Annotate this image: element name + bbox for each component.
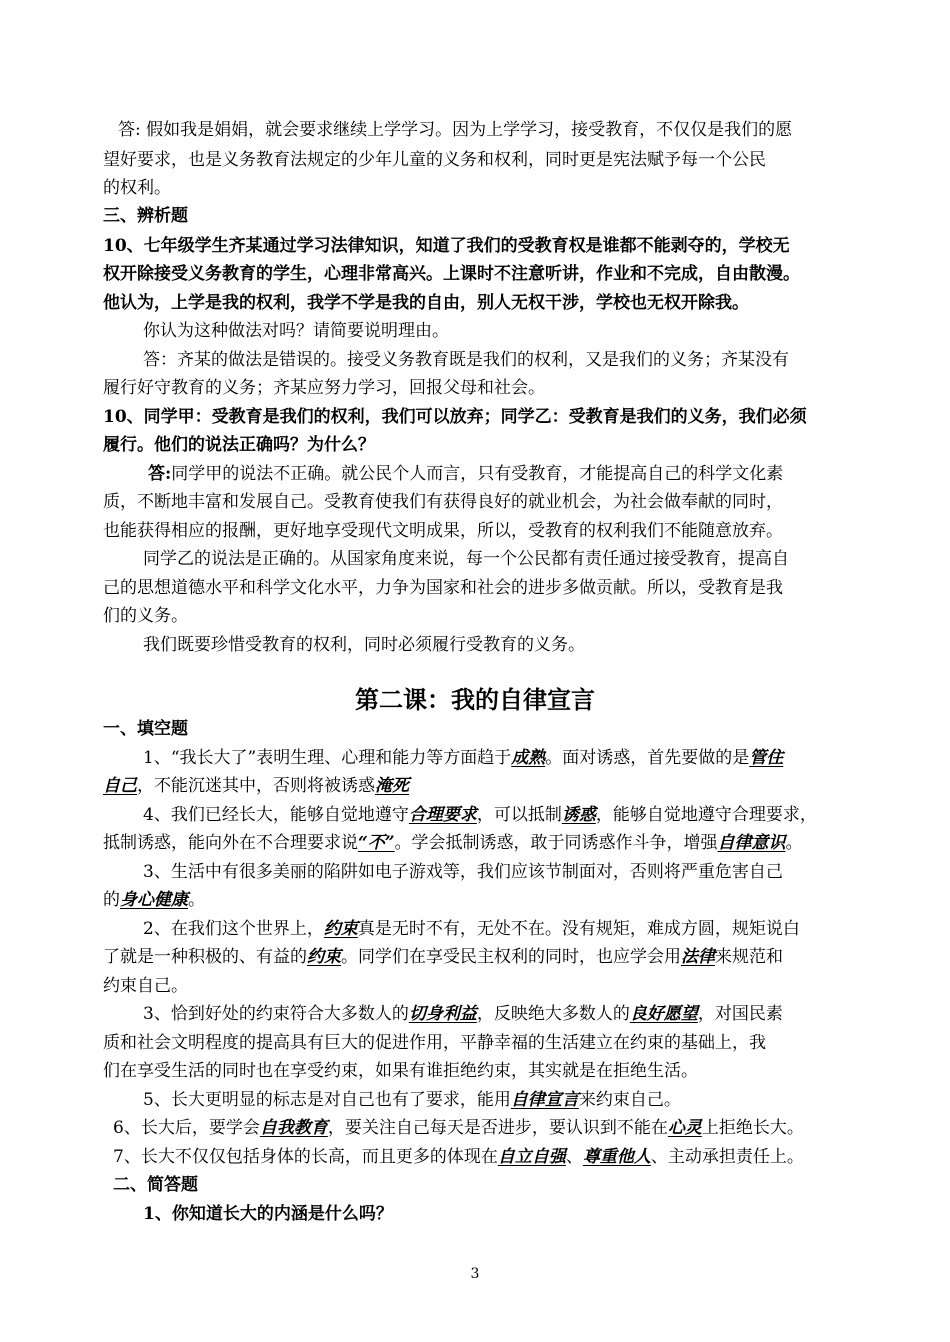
fill-line: 3、生活中有很多美丽的陷阱如电子游戏等，我们应该节制面对，否则将严重危害自己	[143, 862, 783, 882]
fill-answer: 约束	[323, 919, 358, 939]
question-line: 他认为，上学是我的权利，我学不学是我的自由，别人无权干涉，学校也无权开除我。	[103, 293, 749, 313]
fill-answer: 自立自强	[497, 1147, 566, 1167]
question-line: 你认为这种做法对吗？请简要说明理由。	[143, 321, 449, 341]
fill-answer: 法律	[681, 947, 715, 967]
fill-answer: 自律意识	[717, 833, 786, 853]
answer-line: 我们既要珍惜受教育的权利，同时必须履行受教育的义务。	[143, 635, 585, 655]
fill-answer: 合理要求	[408, 805, 477, 825]
fill-line: 3、恰到好处的约束符合大多数人的切身利益，反映绝大多数人的良好愿望，对国民素	[143, 1004, 783, 1024]
section-heading: 二、简答题	[113, 1175, 198, 1195]
fill-line: 约束自己。	[103, 976, 188, 996]
answer-line: 们的义务。	[103, 606, 188, 626]
answer-line: 同学乙的说法是正确的。从国家角度来说，每一个公民都有责任通过接受教育，提高自	[143, 549, 789, 569]
fill-line: 1、“我长大了”表明生理、心理和能力等方面趋于成熟。面对诱惑，首先要做的是管住	[143, 748, 784, 768]
answer-line: 己的思想道德水平和科学文化水平，力争为国家和社会的进步多做贡献。所以，受教育是我	[103, 578, 783, 598]
fill-answer: 良好愿望	[629, 1004, 698, 1024]
fill-line: 质和社会文明程度的提高具有巨大的促进作用，平静幸福的生活建立在约束的基础上，我	[103, 1033, 766, 1053]
fill-answer: 尊重他人	[582, 1147, 651, 1167]
section-heading: 三、辨析题	[103, 206, 188, 226]
question-line: 权开除接受义务教育的学生，心理非常高兴。上课时不注意听讲，作业和不完成，自由散漫。	[103, 264, 800, 284]
fill-answer: 管住	[749, 748, 784, 768]
answer-line: 的权利。	[103, 178, 171, 198]
fill-answer: 诱惑	[561, 805, 596, 825]
answer-text: 同学甲的说法不正确。就公民个人而言，只有受教育，才能提高自己的科学文化素	[171, 464, 784, 484]
fill-line: 7、长大不仅仅包括身体的长高，而且更多的体现在自立自强、尊重他人、主动承担责任上。	[113, 1147, 804, 1167]
lesson-title: 第二课：我的自律宣言	[355, 685, 595, 714]
answer-line	[148, 461, 783, 487]
fill-line: 4、我们已经长大，能够自觉地遵守合理要求，可以抵制诱惑，能够自觉地遵守合理要求，	[143, 805, 817, 825]
fill-line: 自己，不能沉迷其中，否则将被诱惑淹死	[103, 776, 409, 796]
fill-line: 抵制诱惑，能向外在不合理要求说“不”。学会抵制诱惑，敢于同诱惑作斗争，增强自律意识。	[103, 833, 803, 853]
fill-answer: 约束	[307, 947, 341, 967]
fill-answer: 心灵	[667, 1118, 702, 1138]
answer-line: 质，不断地丰富和发展自己。受教育使我们有获得良好的就业机会，为社会做奉献的同时，	[103, 492, 783, 512]
fill-line: 了就是一种积极的、有益的约束。同学们在享受民主权利的同时，也应学会用法律来规范和	[103, 947, 783, 967]
fill-answer: 淹死	[375, 776, 409, 796]
fill-answer: “不”	[358, 833, 395, 853]
answer-line: 答: 假如我是娟娟，就会要求继续上学学习。因为上学学习，接受教育，不仅仅是我们的愿	[118, 120, 793, 140]
question-line: 1、你知道长大的内涵是什么吗？	[143, 1204, 393, 1224]
answer-line: 望好要求，也是义务教育法规定的少年儿童的义务和权利，同时更是宪法赋予每一个公民	[103, 150, 766, 170]
answer-label: 答:	[148, 464, 172, 484]
fill-answer: 自律宣言	[510, 1090, 579, 1110]
fill-line: 5、长大更明显的标志是对自己也有了要求，能用自律宣言来约束自己。	[143, 1090, 681, 1110]
fill-answer: 自己	[103, 776, 137, 796]
fill-line: 们在享受生活的同时也在享受约束，如果有谁拒绝约束，其实就是在拒绝生活。	[103, 1061, 698, 1081]
answer-line: 也能获得相应的报酬，更好地享受现代文明成果，所以，受教育的权利我们不能随意放弃。	[103, 521, 783, 541]
question-line: 履行。他们的说法正确吗？为什么？	[103, 435, 375, 455]
section-heading: 一、填空题	[103, 719, 188, 739]
question-line: 10、七年级学生齐某通过学习法律知识，知道了我们的受教育权是谁都不能剥夺的，学校无	[103, 236, 790, 256]
answer-line: 履行好守教育的义务；齐某应努力学习，回报父母和社会。	[103, 378, 545, 398]
fill-answer: 自我教育	[259, 1118, 328, 1138]
fill-answer: 身心健康	[120, 890, 188, 910]
fill-answer: 切身利益	[408, 1004, 477, 1024]
question-line: 10、同学甲：受教育是我们的权利，我们可以放弃；同学乙：受教育是我们的义务，我们必须	[103, 407, 807, 427]
answer-line: 答：齐某的做法是错误的。接受义务教育既是我们的权利，又是我们的义务；齐某没有	[143, 350, 789, 370]
fill-line: 6、长大后，要学会自我教育，要关注自己每天是否进步，要认识到不能在心灵上拒绝长大。	[113, 1118, 804, 1138]
page-number: 3	[470, 1266, 480, 1282]
fill-line: 的身心健康。	[103, 890, 205, 910]
fill-line: 2、在我们这个世界上，约束真是无时不有，无处不在。没有规矩，难成方圆，规矩说白	[143, 919, 800, 939]
fill-answer: 成熟	[511, 748, 546, 768]
